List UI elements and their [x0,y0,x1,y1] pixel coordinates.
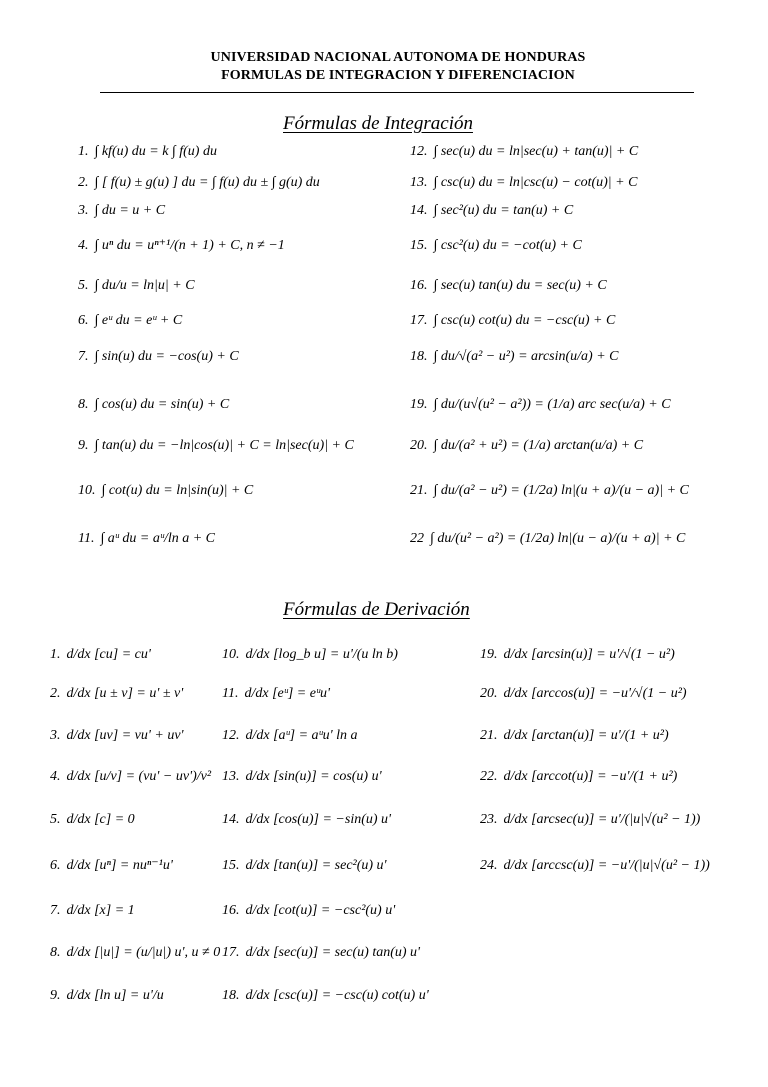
formula-expression: ∫ du/√(a² − u²) = arcsin(u/a) + C [433,349,619,364]
formula-number: 9. [50,988,61,1003]
formula-expression: d/dx [uv] = vu' + uv' [66,728,184,743]
formula-expression: d/dx [arcsin(u)] = u'/√(1 − u²) [503,647,675,662]
formula-expression: ∫ kf(u) du = k ∫ f(u) du [94,144,217,159]
document-subtitle: FORMULAS DE INTEGRACION Y DIFERENCIACION [221,68,575,83]
formula-number: 19. [410,397,428,412]
formula-number: 19. [480,647,498,662]
formula-number: 12. [222,728,240,743]
integration-formula [410,438,643,454]
integration-formula [410,203,573,219]
derivation-formula [480,647,675,663]
formula-expression: d/dx [csc(u)] = −csc(u) cot(u) u' [245,988,429,1003]
formula-expression: d/dx [tan(u)] = sec²(u) u' [245,858,387,873]
derivation-formula [222,858,387,874]
integration-formula [410,238,582,254]
derivation-formula [222,903,395,919]
integration-formula [78,144,217,160]
formula-expression: d/dx [eᵘ] = eᵘu' [244,686,331,701]
integration-formula [78,238,285,254]
formula-number: 22 [410,531,424,546]
derivation-formula [480,728,669,744]
formula-expression: ∫ cos(u) du = sin(u) + C [94,397,230,412]
formula-number: 2. [78,175,89,190]
integration-formula [78,531,215,547]
integration-formula [410,349,619,365]
derivation-formula [222,988,429,1004]
formula-expression: d/dx [log_b u] = u'/(u ln b) [245,647,398,662]
derivation-formula [50,858,173,874]
formula-number: 11. [222,686,239,701]
formula-expression: d/dx [x] = 1 [66,903,135,918]
formula-number: 14. [410,203,428,218]
integration-formula [410,278,607,294]
formula-number: 4. [78,238,89,253]
derivation-formula [50,769,211,785]
integration-formula [78,349,239,365]
formula-expression: d/dx [arcsec(u)] = u'/(|u|√(u² − 1)) [503,812,701,827]
integration-formula [410,313,615,329]
integration-formula [78,483,253,499]
formula-number: 14. [222,812,240,827]
formula-number: 13. [222,769,240,784]
integration-formula [410,397,671,413]
formula-number: 17. [222,945,240,960]
formula-number: 16. [410,278,428,293]
formula-number: 22. [480,769,498,784]
formula-expression: ∫ du/(a² + u²) = (1/a) arctan(u/a) + C [433,438,644,453]
formula-number: 6. [50,858,61,873]
formula-expression: ∫ du/(u² − a²) = (1/2a) ln|(u − a)/(u + a)| + C [430,531,686,546]
formula-number: 15. [410,238,428,253]
formula-expression: d/dx [aᵘ] = aᵘu' ln a [245,728,358,743]
formula-expression: ∫ cot(u) du = ln|sin(u)| + C [101,483,254,498]
formula-number: 12. [410,144,428,159]
formula-expression: d/dx [arccot(u)] = −u'/(1 + u²) [503,769,678,784]
derivation-formula [480,686,687,702]
formula-expression: ∫ sin(u) du = −cos(u) + C [94,349,239,364]
derivation-formula [50,647,151,663]
derivation-formula [50,686,183,702]
derivation-formula [222,728,358,744]
formula-expression: ∫ sec²(u) du = tan(u) + C [433,203,574,218]
formula-expression: ∫ eᵘ du = eᵘ + C [94,313,183,328]
formula-expression: d/dx [arctan(u)] = u'/(1 + u²) [503,728,669,743]
formula-expression: d/dx [sec(u)] = sec(u) tan(u) u' [245,945,421,960]
formula-number: 7. [78,349,89,364]
formula-expression: ∫ csc²(u) du = −cot(u) + C [433,238,582,253]
integration-formula [78,175,320,191]
formula-number: 5. [78,278,89,293]
formula-number: 6. [78,313,89,328]
integration-formula [410,144,638,160]
derivation-formula [50,945,220,961]
integration-formula [410,483,689,499]
formula-number: 23. [480,812,498,827]
formula-expression: d/dx [cot(u)] = −csc²(u) u' [245,903,396,918]
formula-expression: d/dx [uⁿ] = nuⁿ⁻¹u' [66,858,173,873]
university-name: UNIVERSIDAD NACIONAL AUTONOMA DE HONDURAS [210,50,586,65]
formula-number: 5. [50,812,61,827]
formula-number: 3. [78,203,89,218]
formula-number: 21. [480,728,498,743]
formula-expression: ∫ tan(u) du = −ln|cos(u)| + C = ln|sec(u)| + C [94,438,354,453]
formula-number: 13. [410,175,428,190]
formula-expression: d/dx [u/v] = (vu' − uv')/v² [66,769,212,784]
derivation-section-title: Fórmulas de Derivación [283,599,470,620]
derivation-formula [222,647,398,663]
formula-expression: ∫ du/u = ln|u| + C [94,278,195,293]
formula-number: 24. [480,858,498,873]
formula-expression: ∫ du/(a² − u²) = (1/2a) ln|(u + a)/(u − a)| + C [433,483,689,498]
formula-expression: d/dx [cos(u)] = −sin(u) u' [245,812,392,827]
formula-number: 20. [410,438,428,453]
formula-expression: ∫ aᵘ du = aᵘ/ln a + C [100,531,216,546]
derivation-formula [50,903,135,919]
derivation-formula [222,812,391,828]
formula-number: 16. [222,903,240,918]
formula-number: 15. [222,858,240,873]
formula-number: 2. [50,686,61,701]
formula-expression: ∫ sec(u) tan(u) du = sec(u) + C [433,278,607,293]
formula-expression: d/dx [ln u] = u'/u [66,988,164,1003]
formula-expression: d/dx [sin(u)] = cos(u) u' [245,769,382,784]
formula-expression: ∫ sec(u) du = ln|sec(u) + tan(u)| + C [433,144,639,159]
formula-number: 20. [480,686,498,701]
formula-number: 4. [50,769,61,784]
integration-formula [410,175,637,191]
formula-number: 17. [410,313,428,328]
formula-expression: ∫ [ f(u) ± g(u) ] du = ∫ f(u) du ± ∫ g(u) du [94,175,320,190]
formula-number: 10. [78,483,96,498]
formula-expression: ∫ uⁿ du = uⁿ⁺¹/(n + 1) + C, n ≠ −1 [94,238,285,253]
integration-formula [78,278,195,294]
formula-number: 21. [410,483,428,498]
header-rule [100,92,694,93]
derivation-formula [480,812,700,828]
integration-section-title: Fórmulas de Integración [283,113,473,134]
formula-number: 18. [410,349,428,364]
formula-number: 8. [78,397,89,412]
derivation-formula [50,812,135,828]
formula-expression: d/dx [arccos(u)] = −u'/√(1 − u²) [503,686,687,701]
formula-expression: d/dx [c] = 0 [66,812,135,827]
integration-formula [78,397,229,413]
formula-number: 3. [50,728,61,743]
formula-number: 7. [50,903,61,918]
formula-number: 11. [78,531,95,546]
integration-formula [410,531,685,547]
derivation-formula [50,728,184,744]
formula-number: 9. [78,438,89,453]
formula-expression: ∫ du = u + C [94,203,166,218]
integration-formula [78,438,354,454]
derivation-formula [480,858,710,874]
formula-expression: d/dx [cu] = cu' [66,647,151,662]
formula-expression: ∫ du/(u√(u² − a²)) = (1/a) arc sec(u/a) + C [433,397,671,412]
formula-number: 18. [222,988,240,1003]
formula-expression: ∫ csc(u) cot(u) du = −csc(u) + C [433,313,616,328]
formula-expression: d/dx [u ± v] = u' ± v' [66,686,184,701]
derivation-formula [222,945,420,961]
derivation-formula [50,988,164,1004]
formula-number: 1. [78,144,89,159]
derivation-formula [222,686,330,702]
derivation-formula [480,769,677,785]
derivation-formula [222,769,382,785]
formula-expression: d/dx [|u|] = (u/|u|) u', u ≠ 0 [66,945,221,960]
formula-number: 8. [50,945,61,960]
integration-formula [78,313,182,329]
formula-expression: d/dx [arccsc(u)] = −u'/(|u|√(u² − 1)) [503,858,710,873]
formula-number: 10. [222,647,240,662]
formula-expression: ∫ csc(u) du = ln|csc(u) − cot(u)| + C [433,175,638,190]
formula-number: 1. [50,647,61,662]
integration-formula [78,203,165,219]
